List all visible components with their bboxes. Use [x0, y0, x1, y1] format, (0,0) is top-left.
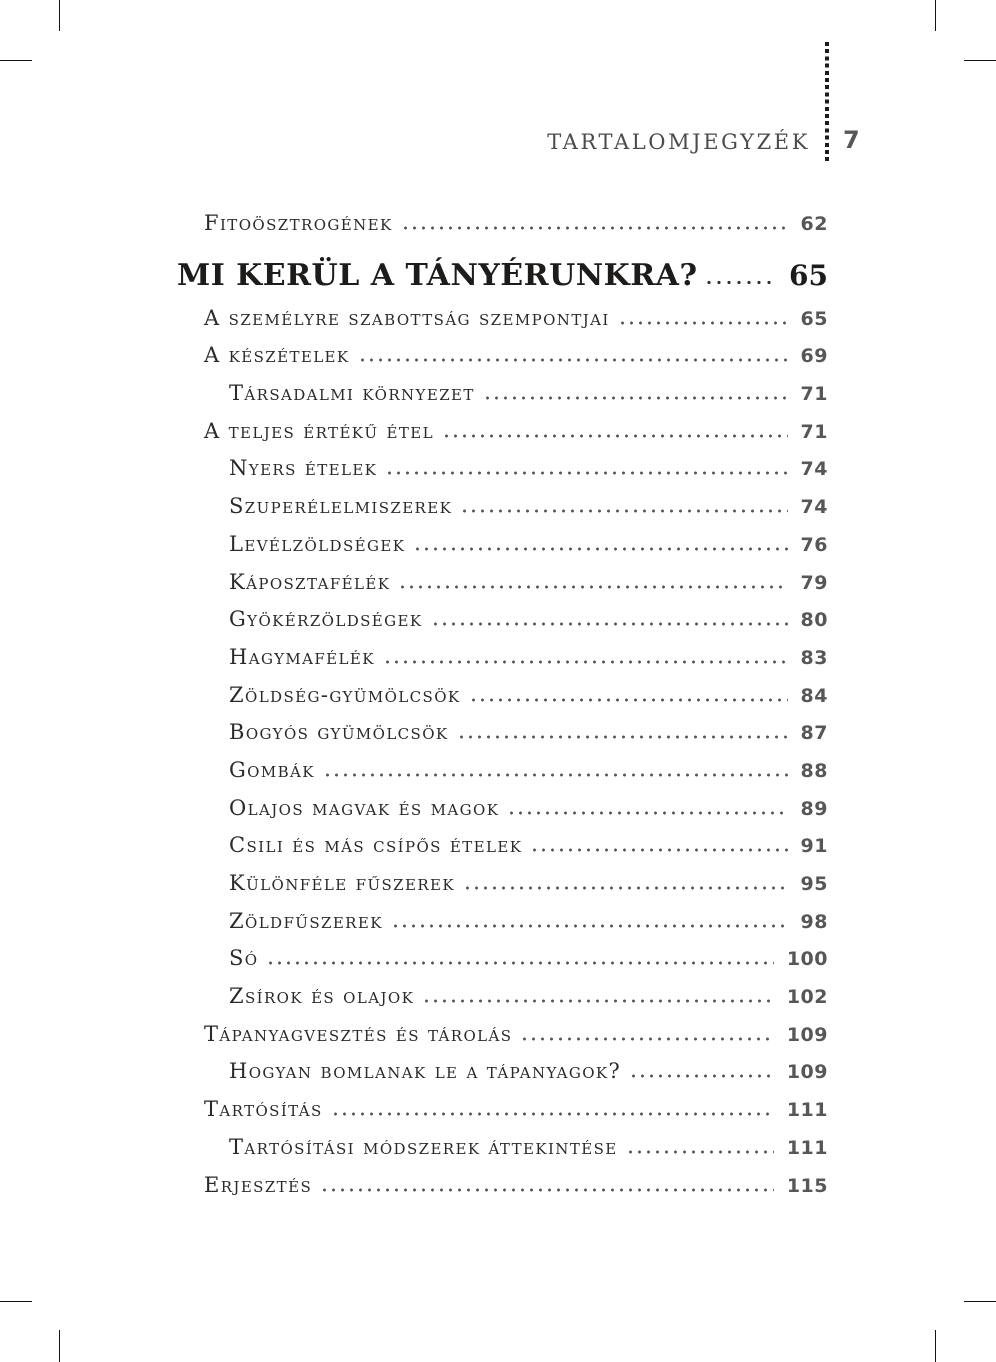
toc-entry-subsection: [177, 940, 828, 978]
toc-entry-section: [177, 300, 828, 338]
toc-entry-page-number: 69: [800, 345, 828, 368]
toc-entry-label: Nyers ételek: [229, 456, 378, 481]
toc-entry-subsection: [177, 375, 828, 413]
toc-entry-section: [177, 413, 828, 451]
toc-entry-page-number: 74: [800, 496, 828, 519]
dot-leader: [323, 773, 788, 777]
toc-entry-subsection: [177, 564, 828, 602]
toc-entry-label: A teljes értékű étel: [204, 418, 434, 443]
toc-entry-section: [177, 1016, 828, 1054]
toc-entry-page-number: 62: [800, 213, 828, 235]
toc-entry-chapter: [177, 253, 828, 299]
toc-entry-label: Erjesztés: [204, 1172, 313, 1197]
table-of-contents: [177, 205, 828, 1204]
dot-leader: [385, 471, 787, 475]
toc-entry-label: Hogyan bomlanak le a tápanyagok?: [229, 1059, 622, 1084]
dot-leader: [520, 1037, 773, 1041]
dot-leader: [413, 547, 787, 551]
dot-leader: [618, 321, 788, 325]
running-header: [0, 0, 996, 180]
crop-mark-bottom-left-horizontal: [0, 1301, 32, 1302]
toc-entry-page-number: 87: [800, 722, 828, 745]
toc-entry-page-number: 91: [800, 835, 828, 858]
dot-leader: [460, 509, 787, 513]
crop-mark-bottom-left-vertical: [59, 1330, 60, 1362]
toc-entry-label: Tartósítás: [204, 1097, 323, 1122]
toc-entry-subsection: [177, 526, 828, 564]
toc-entry-page-number: 71: [800, 420, 828, 443]
toc-entry-subsection: [177, 790, 828, 828]
crop-mark-bottom-right-vertical: [935, 1330, 936, 1362]
dot-leader: [331, 1112, 774, 1116]
toc-entry-page-number: 80: [800, 609, 828, 632]
toc-entry-subsection: [177, 450, 828, 488]
toc-entry-label: A készételek: [204, 343, 350, 368]
toc-entry-page-number: 89: [800, 797, 828, 820]
toc-entry-subsection: [177, 1129, 828, 1167]
page-number-folio: 7: [843, 126, 861, 154]
toc-entry-label: Társadalmi környezet: [229, 381, 475, 406]
toc-entry-page-number: 102: [786, 986, 828, 1009]
toc-entry-section: [177, 1167, 828, 1205]
running-header-title: TARTALOMJEGYZÉK: [547, 130, 810, 154]
dot-leader: [320, 1188, 774, 1192]
toc-entry-page-number: 111: [786, 1136, 828, 1159]
dot-leader: [469, 698, 788, 702]
dot-leader: [507, 811, 787, 815]
dot-leader: [383, 660, 788, 664]
toc-entry-subsection: [177, 752, 828, 790]
toc-entry-page-number: 79: [800, 571, 828, 594]
toc-entry-label: Zöldség-gyümölcsök: [229, 682, 461, 707]
toc-entry-subsection: [177, 827, 828, 865]
toc-entry-page-number: 95: [800, 873, 828, 895]
toc-entry-label: MI KERÜL A TÁNYÉRUNKRA?: [177, 257, 698, 293]
toc-entry-page-number: 84: [800, 684, 828, 707]
toc-entry-subsection: [177, 677, 828, 715]
toc-entry-subsection: [177, 903, 828, 941]
toc-entry-label: A személyre szabottság szempontjai: [204, 305, 610, 330]
toc-entry-label: Bogyós gyümölcsök: [229, 720, 449, 745]
toc-entry-page-number: 111: [786, 1099, 828, 1122]
toc-entry-page-number: 83: [800, 646, 828, 669]
dot-leader: [626, 1150, 774, 1154]
toc-entry-label: Só: [229, 946, 259, 971]
toc-entry-label: Zsírok és olajok: [229, 984, 415, 1009]
dot-leader: [530, 848, 787, 852]
toc-entry-subsection: [177, 601, 828, 639]
toc-entry-section: [177, 1091, 828, 1129]
toc-entry-label: Zöldfűszerek: [229, 908, 383, 933]
toc-entry-page-number: 88: [800, 759, 828, 782]
toc-entry-label: Szuperélelmiszerek: [229, 494, 453, 519]
toc-entry-subsection: [177, 639, 828, 677]
toc-entry-page-number: 65: [789, 258, 828, 292]
toc-entry-label: Tápanyagvesztés és tárolás: [204, 1021, 513, 1046]
toc-entry-subsection: [177, 978, 828, 1016]
toc-entry-subsection: [177, 865, 828, 903]
toc-entry-label: Tartósítási módszerek áttekintése: [229, 1134, 618, 1159]
toc-entry-label: Levélzöldségek: [229, 531, 406, 556]
dot-leader: [266, 961, 773, 965]
crop-mark-bottom-right-horizontal: [964, 1301, 996, 1302]
toc-entry-label: Olajos magvak és magok: [229, 795, 500, 820]
toc-entry-label: Hagymafélék: [229, 644, 375, 669]
dot-leader: [704, 280, 778, 285]
dot-leader: [431, 622, 788, 626]
toc-entry-page-number: 98: [800, 910, 828, 933]
dot-leader: [422, 999, 774, 1003]
toc-entry-section: [177, 337, 828, 375]
toc-entry-page-number: 76: [800, 533, 828, 556]
toc-entry-page-number: 109: [786, 1023, 828, 1046]
dot-leader: [391, 924, 788, 928]
toc-entry-page-number: 115: [786, 1174, 828, 1197]
dot-leader: [463, 886, 788, 890]
toc-entry-section: [177, 205, 828, 243]
dot-leader: [629, 1074, 774, 1078]
toc-entry-label: Káposztafélék: [229, 569, 391, 594]
dot-leader: [457, 735, 788, 739]
dot-leader: [398, 585, 787, 589]
dot-leader: [401, 226, 788, 230]
toc-entry-page-number: 71: [800, 383, 828, 406]
toc-entry-label: Gombák: [229, 757, 315, 782]
header-dotted-rule: [825, 42, 829, 164]
toc-entry-label: Különféle fűszerek: [229, 871, 456, 895]
toc-entry-label: Csili és más csípős ételek: [229, 833, 523, 858]
toc-entry-subsection: [177, 714, 828, 752]
toc-entry-page-number: 109: [786, 1061, 828, 1084]
toc-entry-subsection: [177, 1053, 828, 1091]
toc-entry-page-number: 74: [800, 458, 828, 481]
dot-leader: [442, 434, 788, 438]
toc-entry-label: Gyökérzöldségek: [229, 607, 423, 632]
toc-entry-page-number: 65: [800, 307, 828, 330]
dot-leader: [358, 358, 788, 362]
toc-entry-label: Fitoösztrogének: [204, 211, 393, 235]
toc-entry-page-number: 100: [786, 948, 828, 971]
toc-entry-subsection: [177, 488, 828, 526]
dot-leader: [483, 396, 788, 400]
